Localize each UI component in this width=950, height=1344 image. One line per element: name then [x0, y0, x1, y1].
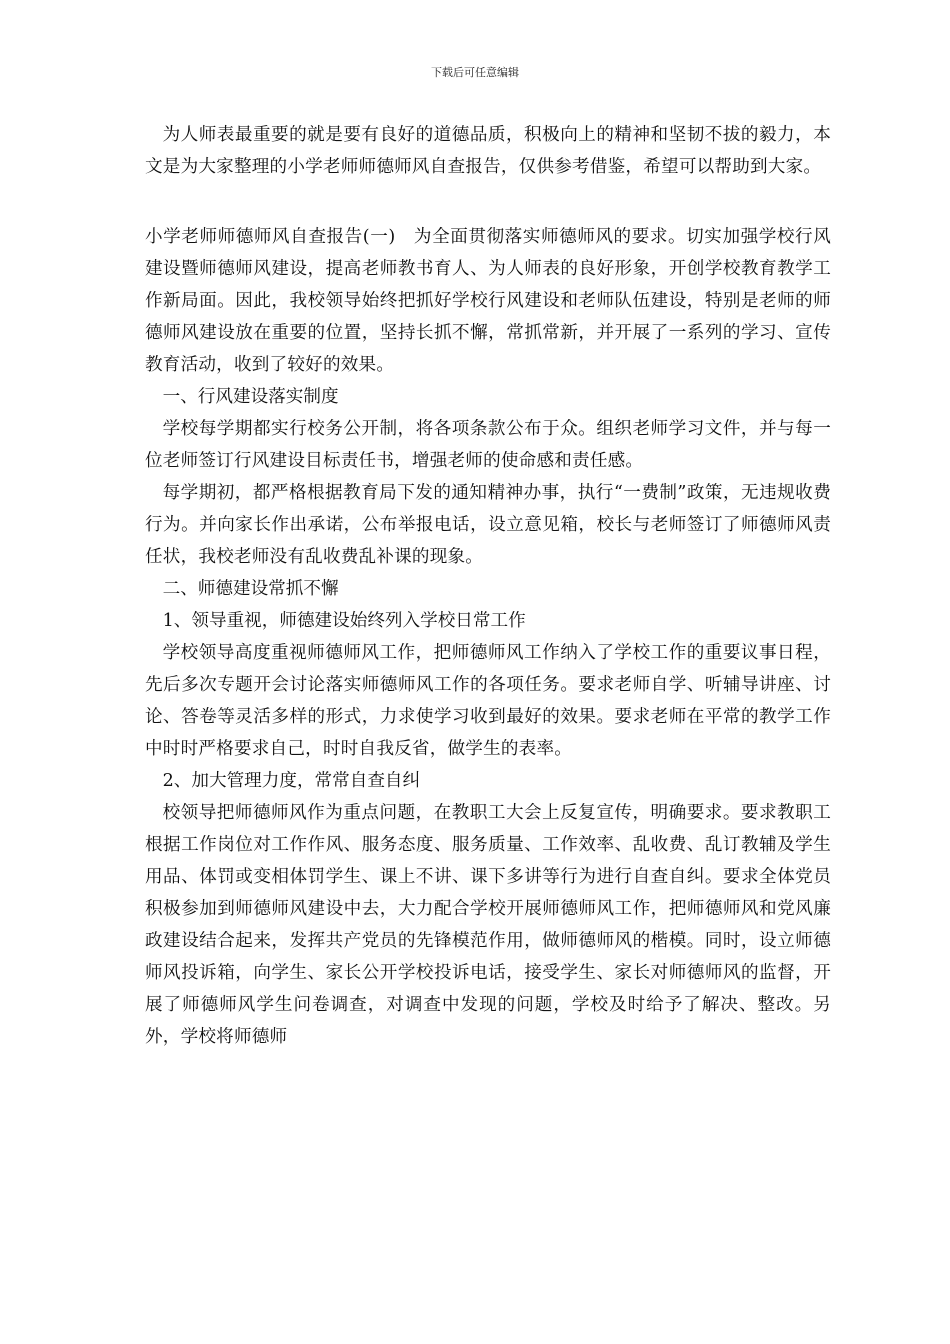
body-paragraph: 校领导把师德师风作为重点问题，在教职工大会上反复宣传，明确要求。要求教职工根据工作岗位对工作作风、服务态度、服务质量、工作效率、乱收费、乱订教辅及学生用品、体罚或变相体罚学生、课上不讲、课下多讲等行为进行自查自纠。要求全体党员积极参加到师德师风建设中去，大力配合学校开展师德师风工作，把师德师风和党风廉政建设结合起来，发挥共产党员的先锋模范作用，做师德师风的楷模。同时，设立师德师风投诉箱，向学生、家长公开学校投诉电话，接受学生、家长对师德师风的监督，开展了师德师风学生问卷调查，对调查中发现的问题，学校及时给予了解决、整改。另外，学校将师德师 [145, 803, 831, 1047]
section-heading-1: 一、行风建设落实制度 [162, 387, 339, 407]
subsection-heading-2: 2、加大管理力度，常常自查自纠 [162, 771, 421, 791]
intro-paragraph: 为人师表最重要的就是要有良好的道德品质，积极向上的精神和坚韧不拔的毅力，本文是为大家整理的小学老师师德师风自查报告，仅供参考借鉴，希望可以帮助到大家。 [145, 125, 831, 177]
page-header: 下载后可任意编辑 [431, 66, 519, 79]
subsection-heading-1: 1、领导重视，师德建设始终列入学校日常工作 [162, 611, 526, 631]
report-intro-paragraph: 小学老师师德师风自查报告(一) 为全面贯彻落实师德师风的要求。切实加强学校行风建设暨师德师风建设，提高老师教书育人、为人师表的良好形象，开创学校教育教学工作新局面。因此，我校领导始终把抓好学校行风建设和老师队伍建设，特别是老师的师德师风建设放在重要的位置，坚持长抓不懈，常抓常新，并开展了一系列的学习、宣传教育活动，收到了较好的效果。 [145, 227, 831, 375]
section-heading-2: 二、师德建设常抓不懈 [162, 579, 339, 599]
document-body [145, 119, 831, 1053]
body-paragraph: 每学期初，都严格根据教育局下发的通知精神办事，执行“一费制”政策，无违规收费行为。并向家长作出承诺，公布举报电话，设立意见箱，校长与老师签订了师德师风责任状，我校老师没有乱收费乱补课的现象。 [145, 483, 831, 567]
body-paragraph: 学校每学期都实行校务公开制，将各项条款公布于众。组织老师学习文件，并与每一位老师签订行风建设目标责任书，增强老师的使命感和责任感。 [145, 419, 831, 471]
body-paragraph: 学校领导高度重视师德师风工作，把师德师风工作纳入了学校工作的重要议事日程，先后多次专题开会讨论落实师德师风工作的各项任务。要求老师自学、听辅导讲座、讨论、答卷等灵活多样的形式，力求使学习收到最好的效果。要求老师在平常的教学工作中时时严格要求自己，时时自我反省，做学生的表率。 [145, 643, 831, 759]
